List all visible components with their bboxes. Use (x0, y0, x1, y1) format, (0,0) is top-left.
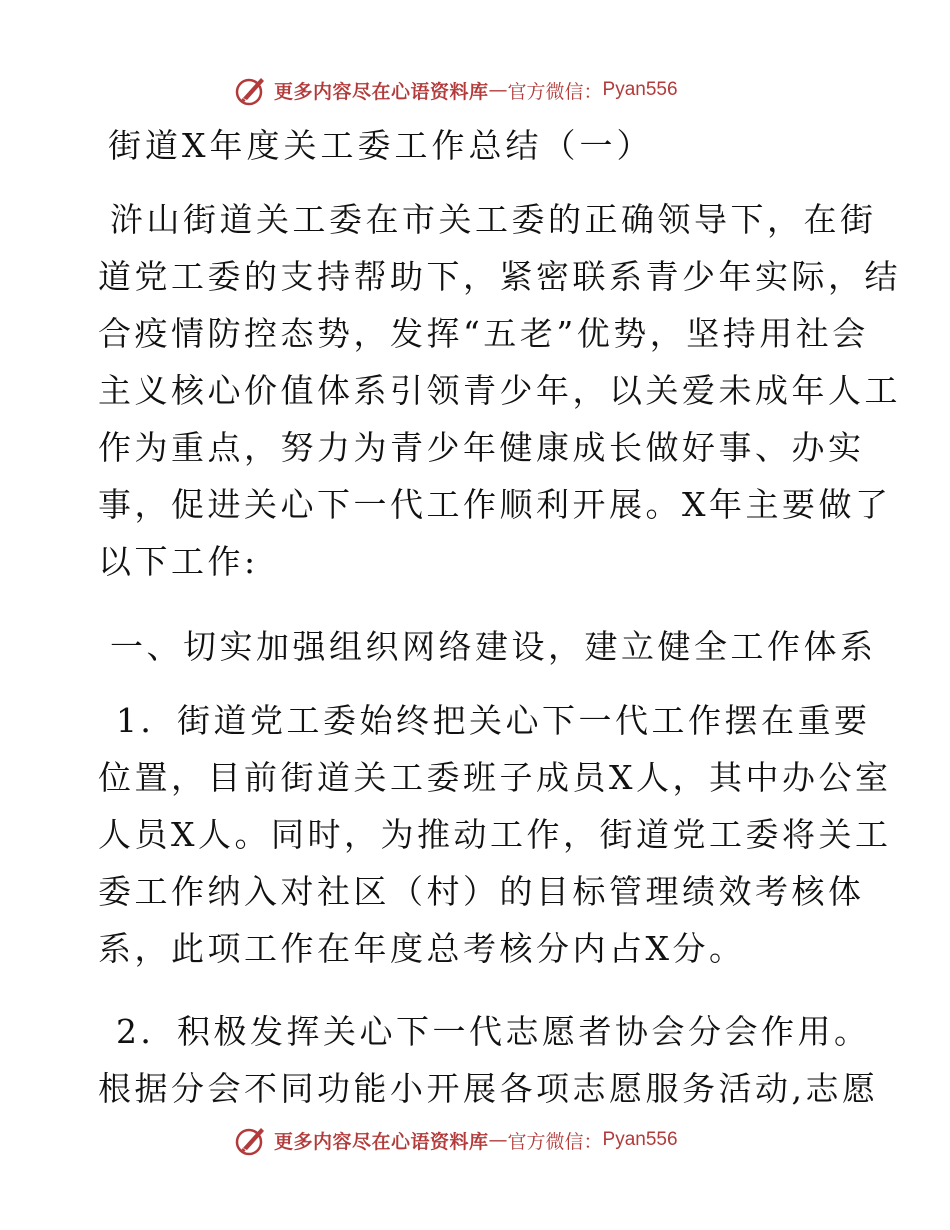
document-title: 街道X年度关工委工作总结（一） (108, 126, 654, 165)
watermark-banner-top (234, 72, 678, 108)
watermark-official-label: 官方微信： (507, 80, 603, 103)
text-line: 主义核心价值体系引领青少年，以关爱未成年人工 (98, 371, 901, 410)
section-heading-1 (98, 618, 877, 675)
text-line: 道党工委的支持帮助下，紧密联系青少年实际，结 (98, 257, 901, 296)
watermark-account: Pyan556 (602, 1129, 678, 1150)
text-line: 一、切实加强组织网络建设，建立健全工作体系 (110, 627, 877, 666)
watermark-banner-bottom (234, 1122, 678, 1158)
text-line: 人员X人。同时，为推动工作，街道党工委将关工 (98, 815, 892, 854)
watermark-official-label: 官方微信： (507, 1130, 603, 1153)
paragraph-intro (98, 191, 901, 590)
text-line: 合疫情防控态势，发挥“五老”优势，坚持用社会 (98, 314, 869, 353)
text-line: 2．积极发挥关心下一代志愿者协会分会作用。 (116, 1012, 871, 1051)
watermark-dash: — (488, 1129, 508, 1151)
text-line: 系，此项工作在年度总考核分内占X分。 (98, 929, 746, 968)
text-line: 以下工作: (98, 542, 259, 581)
quill-logo-icon (234, 73, 268, 107)
paragraph-item-2 (98, 1003, 879, 1117)
watermark-dash: — (488, 79, 508, 101)
quill-logo-icon (234, 1123, 268, 1157)
text-line: 1．街道党工委始终把关心下一代工作摆在重要 (116, 701, 871, 740)
watermark-brand: 更多内容尽在心语资料库 (274, 80, 489, 103)
text-line: 位置，目前街道关工委班子成员X人，其中办公室 (98, 758, 892, 797)
text-line: 根据分会不同功能小开展各项志愿服务活动,志愿 (98, 1069, 879, 1108)
paragraph-item-1 (98, 692, 892, 977)
text-line: 委工作纳入对社区（村）的目标管理绩效考核体 (98, 872, 865, 911)
watermark-brand: 更多内容尽在心语资料库 (274, 1130, 489, 1153)
text-line: 作为重点，努力为青少年健康成长做好事、办实 (98, 428, 865, 467)
text-line: 浒山街道关工委在市关工委的正确领导下，在街 (110, 200, 877, 239)
watermark-account: Pyan556 (602, 79, 678, 100)
text-line: 事，促进关心下一代工作顺利开展。X年主要做了 (98, 485, 892, 524)
